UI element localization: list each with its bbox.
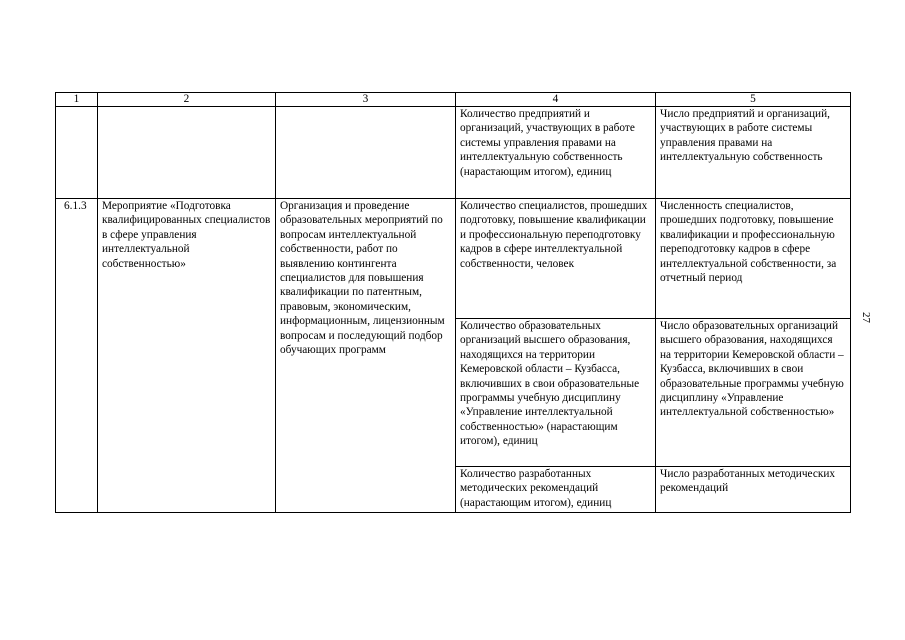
column-number-row <box>56 93 851 107</box>
indicator-cell: Количество специалистов, прошедших подготовку, повышение квалификации и профессиональную переподготовку кадров в сфере интеллектуальной собственности, человек <box>456 199 656 319</box>
indicator-cell: Количество образовательных организаций высшего образования, находящихся на территории Кемеровской области – Кузбасса, включивших в свои образовательные программы учебную дисциплину «Управление интеллектуальной собственностью» (нарастающим итогом), единиц <box>456 319 656 467</box>
table-row <box>56 107 851 199</box>
empty-cell <box>98 107 276 199</box>
table-row <box>56 199 851 319</box>
measure-cell: Число образовательных организаций высшего образования, находящихся на территории Кемеровской области – Кузбасса, включивших в свои образовательные программы учебную дисциплину «Управление интеллектуальной собственностью» <box>656 319 851 467</box>
column-number: 2 <box>98 93 276 107</box>
event-cell: Мероприятие «Подготовка квалифицированных специалистов в сфере управления интеллектуальной собственностью» <box>98 199 276 513</box>
indicator-cell: Количество разработанных методических рекомендаций (нарастающим итогом), единиц <box>456 467 656 513</box>
indicator-cell: Количество предприятий и организаций, участвующих в работе системы управления правами на интеллектуальную собственность (нарастающим итогом), единиц <box>456 107 656 199</box>
item-number-cell: 6.1.3 <box>56 199 98 513</box>
empty-cell <box>56 107 98 199</box>
column-number: 5 <box>656 93 851 107</box>
page-number: 27 <box>860 312 872 323</box>
measures-table <box>55 92 851 513</box>
empty-cell <box>276 107 456 199</box>
column-number: 4 <box>456 93 656 107</box>
description-cell: Организация и проведение образовательных мероприятий по вопросам интеллектуальной собственности, работ по выявлению контингента специалистов для повышения квалификации по патентным, правовым, экономическим, информационным, лицензионным вопросам и последующий подбор обучающих программ <box>276 199 456 513</box>
column-number: 1 <box>56 93 98 107</box>
measure-cell: Число разработанных методических рекомендаций <box>656 467 851 513</box>
measure-cell: Число предприятий и организаций, участвующих в работе системы управления правами на интеллектуальную собственность <box>656 107 851 199</box>
measure-cell: Численность специалистов, прошедших подготовку, повышение квалификации и профессиональную переподготовку кадров в сфере интеллектуальной собственности, за отчетный период <box>656 199 851 319</box>
column-number: 3 <box>276 93 456 107</box>
